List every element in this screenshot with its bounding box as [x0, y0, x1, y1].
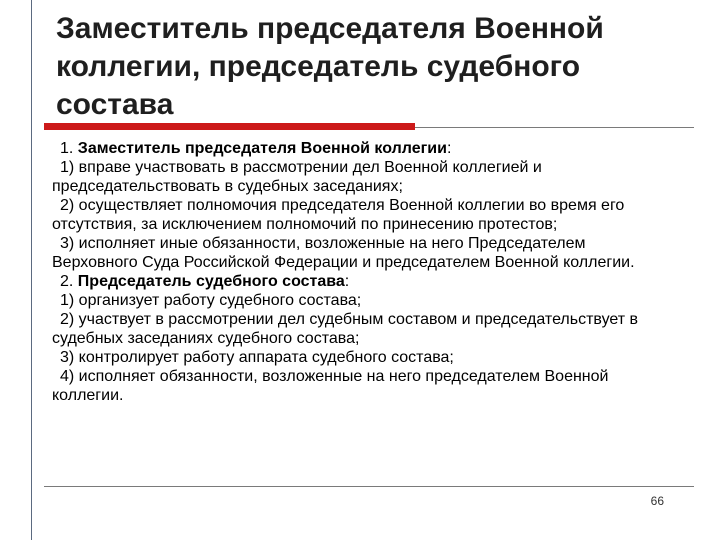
slide-body: [52, 139, 672, 405]
section-2-colon: :: [344, 273, 350, 290]
title-line-1: Заместитель председателя Военной: [56, 12, 604, 45]
left-decorative-line: [31, 0, 32, 540]
section-2-item-1: 1) организует работу судебного состава;: [60, 292, 362, 309]
footer-divider: [44, 486, 694, 487]
title-accent-bar: [44, 123, 415, 130]
title-line-2: коллегии, председатель судебного: [56, 50, 581, 83]
section-2-title: Председатель судебного состава: [77, 273, 345, 290]
section-2-number: 2.: [60, 273, 78, 290]
section-1-number: 1.: [60, 140, 78, 157]
section-1-item-2: 2) осуществляет полномочия председателя Военной коллегии во время его отсутствия, за исключением полномочий по принесению протестов;: [52, 197, 625, 233]
section-1-colon: :: [446, 140, 452, 157]
section-1-heading: [52, 139, 672, 158]
slide-title: [56, 10, 696, 124]
section-1-item-1: 1) вправе участвовать в рассмотрении дел Военной коллегией и председательствовать в судебных заседаниях;: [52, 159, 542, 195]
section-1-item-3: 3) исполняет иные обязанности, возложенные на него Председателем Верховного Суда Российской Федерации и председателем Военной коллегии.: [52, 235, 635, 271]
section-2-item-2: 2) участвует в рассмотрении дел судебным составом и председательствует в судебных заседаниях судебного состава;: [52, 311, 639, 347]
title-line-3: состава: [56, 88, 174, 121]
section-1-title: Заместитель председателя Военной коллегии: [77, 140, 447, 157]
section-2-item-4: 4) исполняет обязанности, возложенные на него председателем Военной коллегии.: [52, 368, 609, 404]
section-2-heading: [52, 272, 672, 291]
page-number: 66: [650, 494, 664, 508]
section-2-item-3: 3) контролирует работу аппарата судебного состава;: [60, 349, 454, 366]
